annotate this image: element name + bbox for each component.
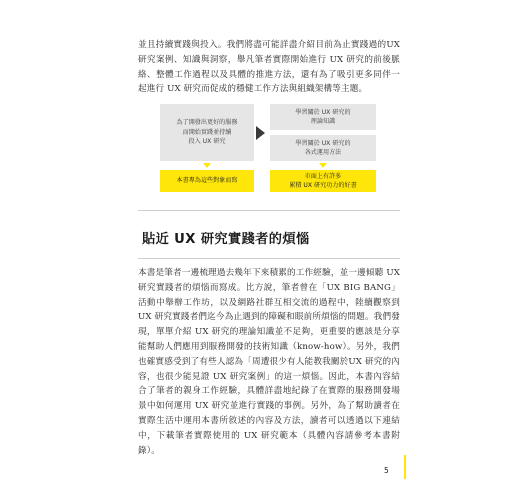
arrow-down-icon — [203, 163, 211, 168]
body-paragraph: 本書是筆者一邊梳理過去幾年下來積累的工作經驗，並一邊傾聽 UX 研究實踐者的煩惱而寫成。比方說，筆者曾在「UX BIG BANG」活動中舉辦工作坊，以及網路社群互相交流的過程中，陸續觀察到 UX 研究實踐者們迄今為止遇到的障礙和眼前所煩惱的問題。我們發現，單單介紹 UX 研究的理論知識並不足夠，更重要的應該是分享能幫助人們應用到服務開發的技術知識（know-how）。另外，我們也確實感受到了有些人認為「周遭很少有人能教我關於UX 研究的內容，也很少能見證 UX 研究案例」的這一煩惱。因此，本書內容結合了筆者的親身工作經驗，具體詳盡地紀錄了在實際的服務開發場景中如何運用 UX 研究並進行實踐的事例。另外，為了幫助讀者在實際生活中運用本書所敘述的內容及方法，讀者可以透過以下連結中，下載筆者實際使用的 UX 研究範本（具體內容請參考本書附錄）。 — [138, 268, 400, 456]
section-title: 貼近 UX 研究實踐者的煩惱 — [142, 232, 310, 247]
methods-box: 學習關於 UX 研究的 各式運用方法 — [270, 135, 376, 161]
practice-box: 為了開發出更好的服務 而開始實踐並持續 投入 UX 研究 — [160, 104, 254, 161]
section-divider-top — [138, 210, 400, 211]
audience-diagram — [138, 104, 400, 194]
arrow-down-icon — [319, 163, 327, 168]
intro-paragraph: 並且持續實踐與投入。我們將盡可能詳盡介紹目前為止實踐過的UX 研究案例、知識與洞察，舉凡筆者實際開始進行 UX 研究的前後脈絡、整體工作過程以及具體的推進方法，還有為了吸引更多同伴一起進行 UX 研究而促成的穩健工作方法與組織架構等主題。 — [138, 40, 400, 95]
page-number: 5 — [384, 466, 389, 475]
section-divider-bottom — [138, 258, 400, 259]
target-audience-box: 本書專為這些對象而寫 — [160, 170, 254, 192]
theory-box: 學習關於 UX 研究的 理論知識 — [270, 104, 376, 130]
arrow-right-icon — [256, 126, 265, 140]
page-marker-bar — [404, 455, 406, 479]
other-books-box: 市面上有許多 累積 UX 研究功力的好書 — [270, 170, 376, 192]
